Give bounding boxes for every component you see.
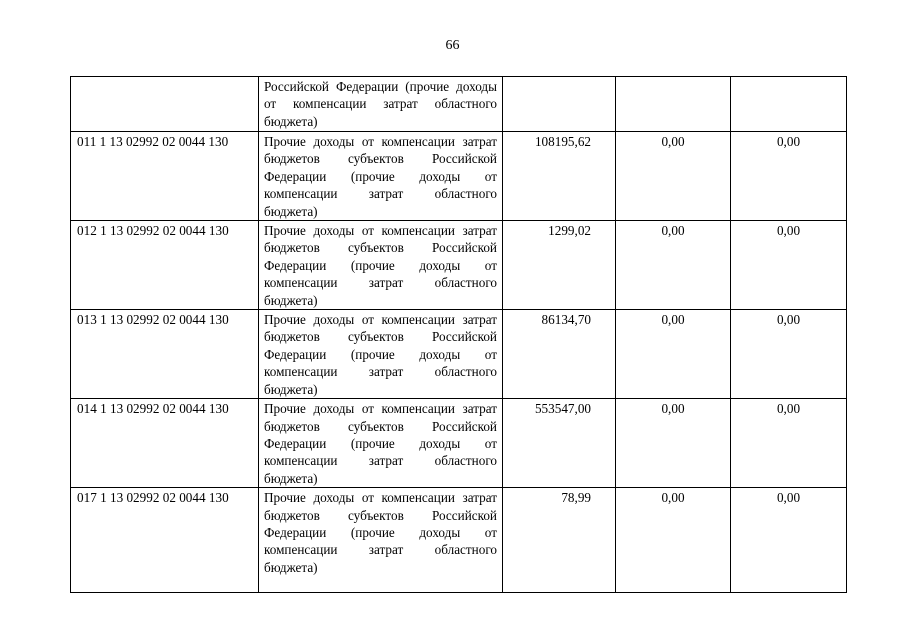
amount-cell-2: 0,00 bbox=[616, 132, 731, 221]
amount-cell-2: 0,00 bbox=[616, 310, 731, 399]
name-cell: Прочие доходы от компенсации затрат бюджетов субъектов Российской Федерации (прочие доходы от компенсации затрат областного бюджета) bbox=[259, 399, 503, 488]
code-cell bbox=[71, 77, 259, 132]
amount-cell: 108195,62 bbox=[503, 132, 616, 221]
amount-cell: 1299,02 bbox=[503, 221, 616, 310]
amount-cell-2: 0,00 bbox=[616, 488, 731, 593]
name-cell: Прочие доходы от компенсации затрат бюджетов субъектов Российской Федерации (прочие доходы от компенсации затрат областного бюджета) bbox=[259, 310, 503, 399]
table-row bbox=[71, 132, 847, 221]
name-cell: Прочие доходы от компенсации затрат бюджетов субъектов Российской Федерации (прочие доходы от компенсации затрат областного бюджета) bbox=[259, 132, 503, 221]
name-cell: Прочие доходы от компенсации затрат бюджетов субъектов Российской Федерации (прочие доходы от компенсации затрат областного бюджета) bbox=[259, 488, 503, 593]
code-cell: 011 1 13 02992 02 0044 130 bbox=[71, 132, 259, 221]
amount-cell: 86134,70 bbox=[503, 310, 616, 399]
code-cell: 017 1 13 02992 02 0044 130 bbox=[71, 488, 259, 593]
table-row bbox=[71, 488, 847, 593]
amount-cell bbox=[503, 77, 616, 132]
amount-cell-3: 0,00 bbox=[731, 221, 847, 310]
name-cell: Прочие доходы от компенсации затрат бюджетов субъектов Российской Федерации (прочие доходы от компенсации затрат областного бюджета) bbox=[259, 221, 503, 310]
amount-cell-3: 0,00 bbox=[731, 488, 847, 593]
budget-table bbox=[70, 76, 847, 593]
amount-cell-2: 0,00 bbox=[616, 221, 731, 310]
table-row-continuation bbox=[71, 77, 847, 132]
code-cell: 012 1 13 02992 02 0044 130 bbox=[71, 221, 259, 310]
name-cell: Российской Федерации (прочие доходы от компенсации затрат областного бюджета) bbox=[259, 77, 503, 132]
code-cell: 014 1 13 02992 02 0044 130 bbox=[71, 399, 259, 488]
amount-cell-2: 0,00 bbox=[616, 399, 731, 488]
page-number: 66 bbox=[445, 38, 460, 53]
amount-cell-2 bbox=[616, 77, 731, 132]
amount-cell: 553547,00 bbox=[503, 399, 616, 488]
amount-cell-3: 0,00 bbox=[731, 310, 847, 399]
amount-cell-3 bbox=[731, 77, 847, 132]
amount-cell-3: 0,00 bbox=[731, 399, 847, 488]
table-row bbox=[71, 310, 847, 399]
code-cell: 013 1 13 02992 02 0044 130 bbox=[71, 310, 259, 399]
table-row bbox=[71, 221, 847, 310]
amount-cell: 78,99 bbox=[503, 488, 616, 593]
amount-cell-3: 0,00 bbox=[731, 132, 847, 221]
table-row bbox=[71, 399, 847, 488]
